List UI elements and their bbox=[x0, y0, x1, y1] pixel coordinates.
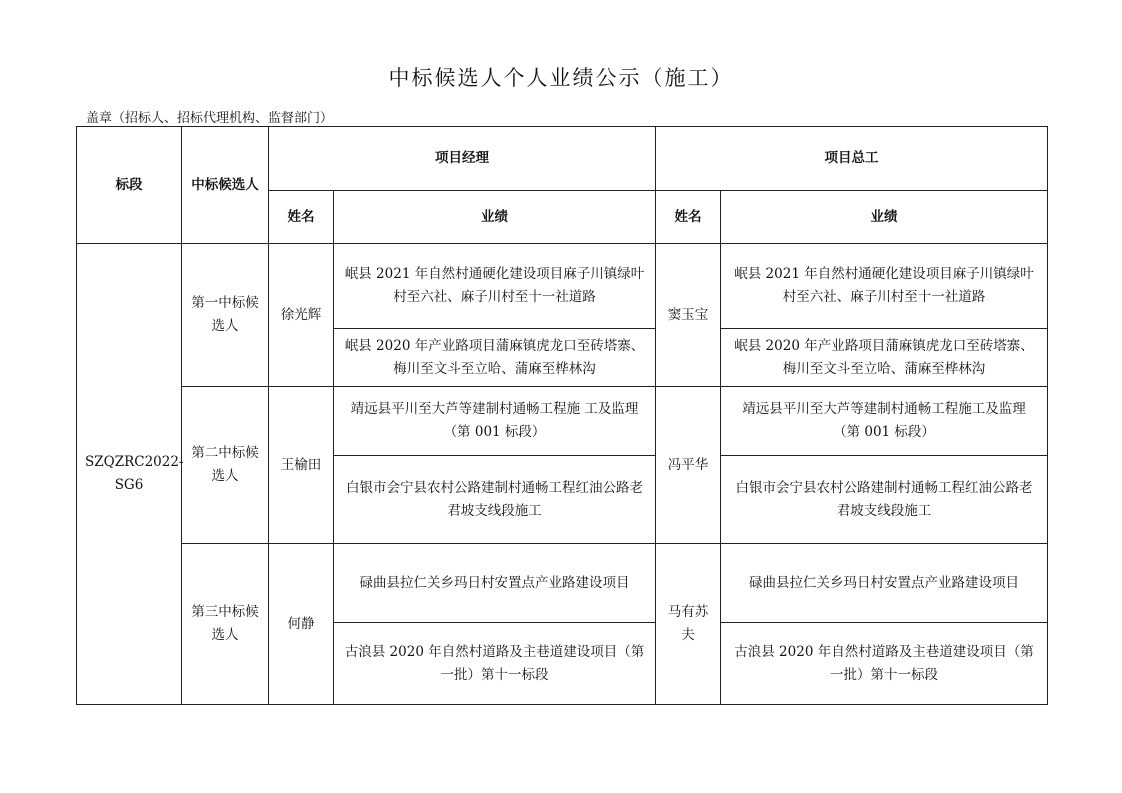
chief-name: 窦玉宝 bbox=[656, 244, 721, 387]
chief-achievement: 古浪县 2020 年自然村道路及主巷道建设项目（第一批）第十一标段 bbox=[721, 623, 1048, 705]
manager-name: 徐光辉 bbox=[269, 244, 334, 387]
header-chief-engineer: 项目总工 bbox=[656, 127, 1048, 191]
chief-name: 马有苏夫 bbox=[656, 544, 721, 705]
chief-achievement: 白银市会宁县农村公路建制村通畅工程红油公路老君坡支线段施工 bbox=[721, 456, 1048, 544]
header-candidate: 中标候选人 bbox=[182, 127, 269, 244]
manager-name: 何静 bbox=[269, 544, 334, 705]
candidate-rank: 第三中标候选人 bbox=[182, 544, 269, 705]
header-section: 标段 bbox=[77, 127, 182, 244]
header-manager-achievement: 业绩 bbox=[334, 191, 656, 244]
table-row bbox=[77, 244, 1048, 329]
manager-achievement: 靖远县平川至大芦等建制村通畅工程施 工及监理（第 001 标段） bbox=[334, 387, 656, 456]
manager-achievement: 岷县 2020 年产业路项目蒲麻镇虎龙口至砖塔寨、梅川至文斗至立哈、蒲麻至桦林沟 bbox=[334, 329, 656, 387]
section-cell: SZQZRC2022-SG6 bbox=[77, 244, 182, 705]
header-row-1 bbox=[77, 127, 1048, 191]
candidate-rank: 第一中标候选人 bbox=[182, 244, 269, 387]
header-project-manager: 项目经理 bbox=[269, 127, 656, 191]
manager-achievement: 岷县 2021 年自然村通硬化建设项目麻子川镇绿叶村至六社、麻子川村至十一社道路 bbox=[334, 244, 656, 329]
table-row bbox=[77, 387, 1048, 456]
candidate-rank: 第二中标候选人 bbox=[182, 387, 269, 544]
manager-name: 王榆田 bbox=[269, 387, 334, 544]
header-chief-name: 姓名 bbox=[656, 191, 721, 244]
header-manager-name: 姓名 bbox=[269, 191, 334, 244]
page-title: 中标候选人个人业绩公示（施工） bbox=[388, 66, 734, 90]
chief-name: 冯平华 bbox=[656, 387, 721, 544]
chief-achievement: 岷县 2021 年自然村通硬化建设项目麻子川镇绿叶村至六社、麻子川村至十一社道路 bbox=[721, 244, 1048, 329]
chief-achievement: 岷县 2020 年产业路项目蒲麻镇虎龙口至砖塔寨、梅川至文斗至立哈、蒲麻至桦林沟 bbox=[721, 329, 1048, 387]
chief-achievement: 碌曲县拉仁关乡玛日村安置点产业路建设项目 bbox=[721, 544, 1048, 623]
performance-table bbox=[76, 126, 1048, 705]
header-chief-achievement: 业绩 bbox=[721, 191, 1048, 244]
manager-achievement: 古浪县 2020 年自然村道路及主巷道建设项目（第一批）第十一标段 bbox=[334, 623, 656, 705]
manager-achievement: 白银市会宁县农村公路建制村通畅工程红油公路老君坡支线段施工 bbox=[334, 456, 656, 544]
stamp-note: 盖章（招标人、招标代理机构、监督部门） bbox=[86, 111, 334, 126]
manager-achievement: 碌曲县拉仁关乡玛日村安置点产业路建设项目 bbox=[334, 544, 656, 623]
table-row bbox=[77, 544, 1048, 623]
chief-achievement: 靖远县平川至大芦等建制村通畅工程施工及监理（第 001 标段） bbox=[721, 387, 1048, 456]
